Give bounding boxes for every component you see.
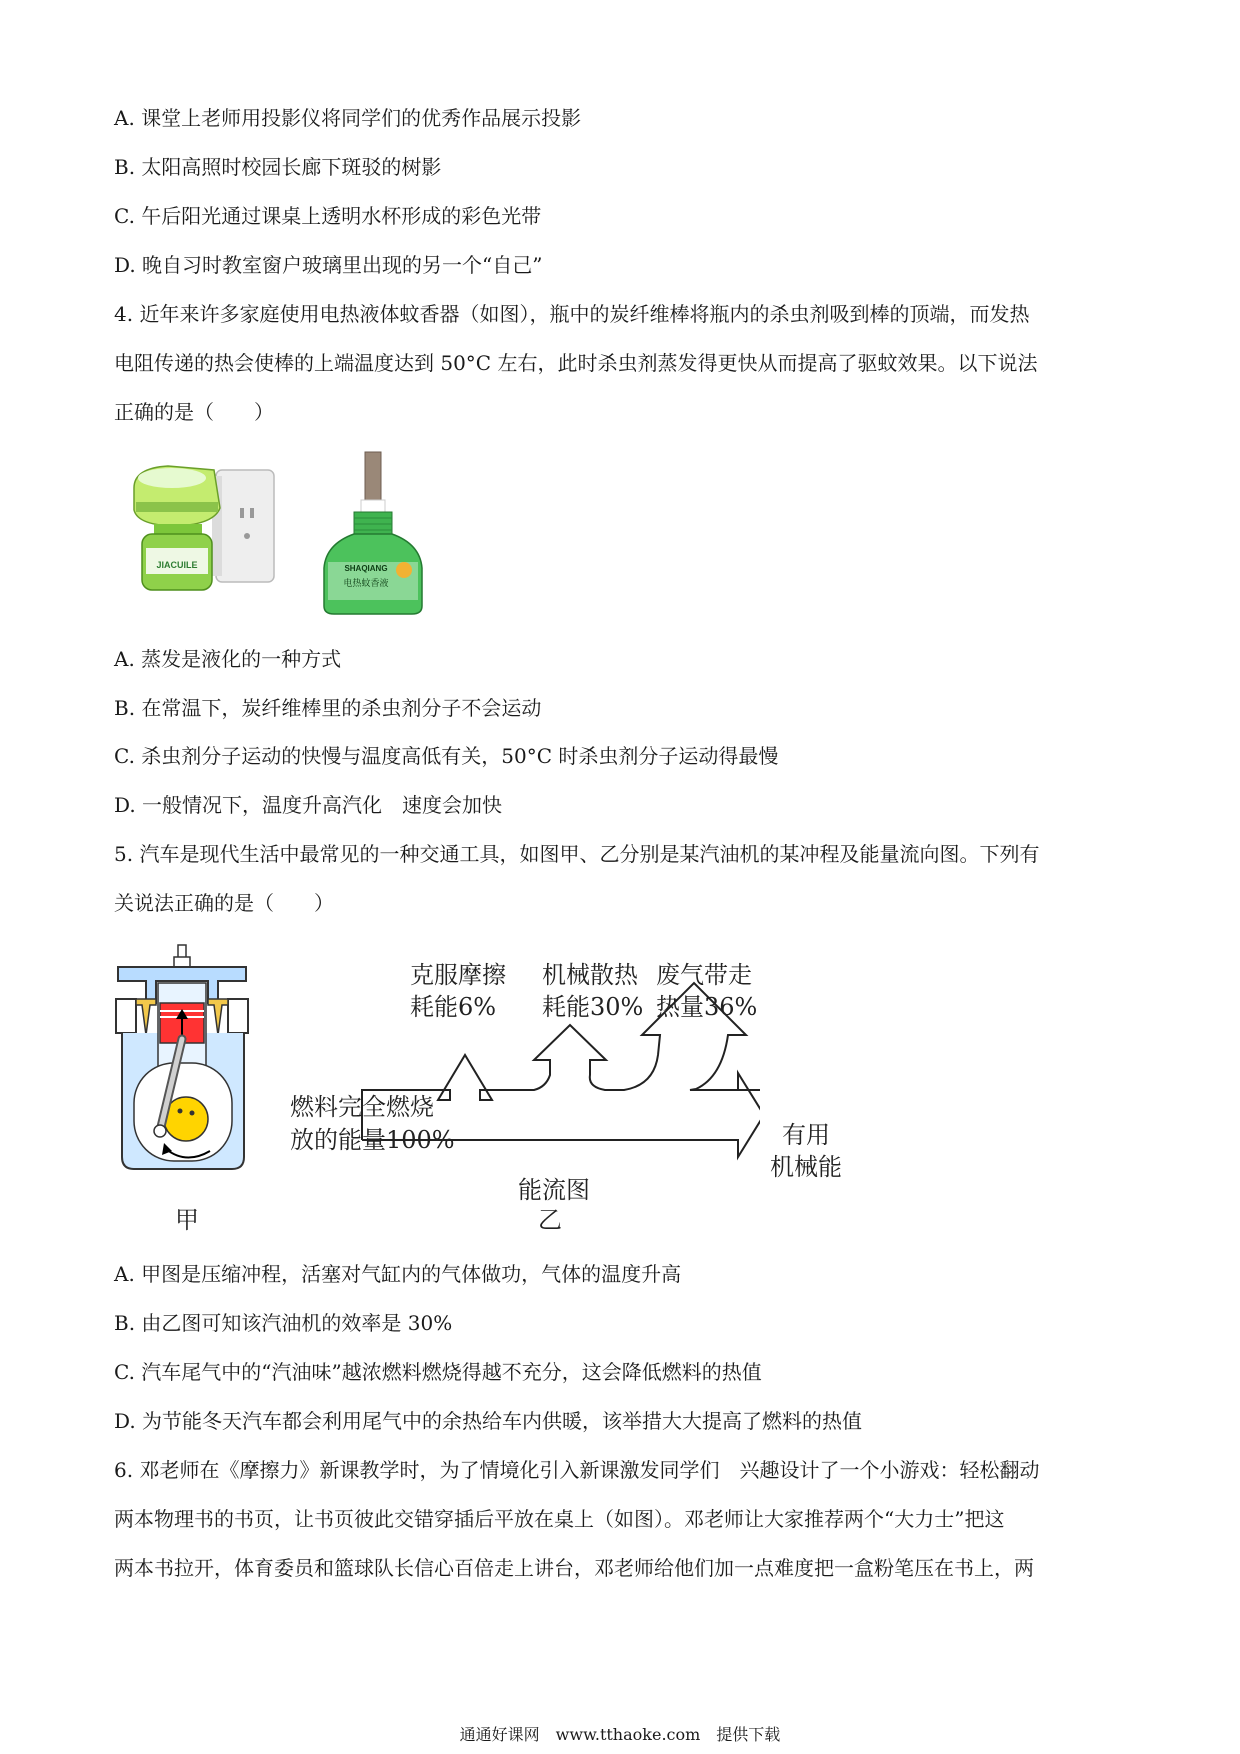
q5-option-a: A. 甲图是压缩冲程，活塞对气缸内的气体做功，气体的温度升高 <box>114 1262 682 1286</box>
q4-option-b: B. 在常温下，炭纤维棒里的杀虫剂分子不会运动 <box>114 696 542 720</box>
q3-option-a: A. 课堂上老师用投影仪将同学们的优秀作品展示投影 <box>114 106 582 130</box>
q5-option-b: B. 由乙图可知该汽油机的效率是 30% <box>114 1311 453 1335</box>
loss-heat-line-2: 耗能30% <box>542 993 644 1021</box>
q4-stem-line-2: 电阻传递的热会使棒的上端温度达到 50°C 左右，此时杀虫剂蒸发得更快从而提高了驱蚊效果。以下说法 <box>114 351 1038 375</box>
q3-option-d: D. 晚自习时教室窗户玻璃里出现的另一个“自己” <box>114 253 543 277</box>
energy-flow-title: 能流图 <box>518 1176 590 1204</box>
q5-stem-line-1: 5. 汽车是现代生活中最常见的一种交通工具，如图甲、乙分别是某汽油机的某冲程及能量流向图。下列有 <box>114 842 1040 866</box>
q5-option-d: D. 为节能冬天汽车都会利用尾气中的余热给车内供暖，该举措大大提高了燃料的热值 <box>114 1409 863 1433</box>
q5-option-c: C. 汽车尾气中的“汽油味”越浓燃料燃烧得越不充分，这会降低燃料的热值 <box>114 1360 762 1384</box>
input-energy-line-1: 燃料完全燃烧 <box>290 1093 434 1121</box>
q5-figure-engine <box>112 943 262 1183</box>
output-energy-line-1: 有用 <box>782 1121 830 1149</box>
page-footer: 通通好课网 www.tthaoke.com 提供下载 <box>459 1725 781 1744</box>
loss-exhaust-line-1: 废气带走 <box>656 961 752 989</box>
q4-stem-line-1: 4. 近年来许多家庭使用电热液体蚊香器（如图），瓶中的炭纤维棒将瓶内的杀虫剂吸到棒的顶端，而发热 <box>114 302 1030 326</box>
heater-label: JIACUILE <box>156 560 198 570</box>
q3-option-b: B. 太阳高照时校园长廊下斑驳的树影 <box>114 155 442 179</box>
bottle-brand: SHAQIANG <box>344 564 388 573</box>
loss-friction-line-1: 克服摩擦 <box>410 961 506 989</box>
engine-caption: 甲 <box>175 1206 199 1234</box>
q4-option-a: A. 蒸发是液化的一种方式 <box>114 647 342 671</box>
output-energy-line-2: 机械能 <box>770 1153 842 1181</box>
q6-stem-line-3: 两本书拉开，体育委员和篮球队长信心百倍走上讲台，邓老师给他们加一点难度把一盒粉笔压在书上，两 <box>114 1556 1034 1580</box>
loss-exhaust-line-2: 热量36% <box>656 993 758 1021</box>
loss-heat-line-1: 机械散热 <box>542 961 638 989</box>
q4-figure-heater <box>128 448 278 608</box>
q6-stem-line-2: 两本物理书的书页，让书页彼此交错穿插后平放在桌上（如图）。邓老师让大家推荐两个“大力士”把这 <box>114 1507 1005 1531</box>
energy-flow-caption: 乙 <box>538 1206 562 1234</box>
q6-stem-line-1: 6. 邓老师在《摩擦力》新课教学时，为了情境化引入新课激发同学们 兴趣设计了一个小游戏：轻松翻动 <box>114 1458 1040 1482</box>
bottle-label: 电热蚊香液 <box>343 579 389 589</box>
q4-stem-line-3: 正确的是（ ） <box>114 400 274 424</box>
input-energy-line-2: 放的能量100% <box>290 1126 455 1154</box>
q4-figure-bottle <box>318 450 428 620</box>
q4-option-c: C. 杀虫剂分子运动的快慢与温度高低有关，50°C 时杀虫剂分子运动得最慢 <box>114 744 779 768</box>
loss-friction-line-2: 耗能6% <box>410 993 497 1021</box>
q5-stem-line-2: 关说法正确的是（ ） <box>114 891 334 915</box>
q3-option-c: C. 午后阳光通过课桌上透明水杯形成的彩色光带 <box>114 204 542 228</box>
q4-option-d: D. 一般情况下，温度升高汽化 速度会加快 <box>114 793 503 817</box>
